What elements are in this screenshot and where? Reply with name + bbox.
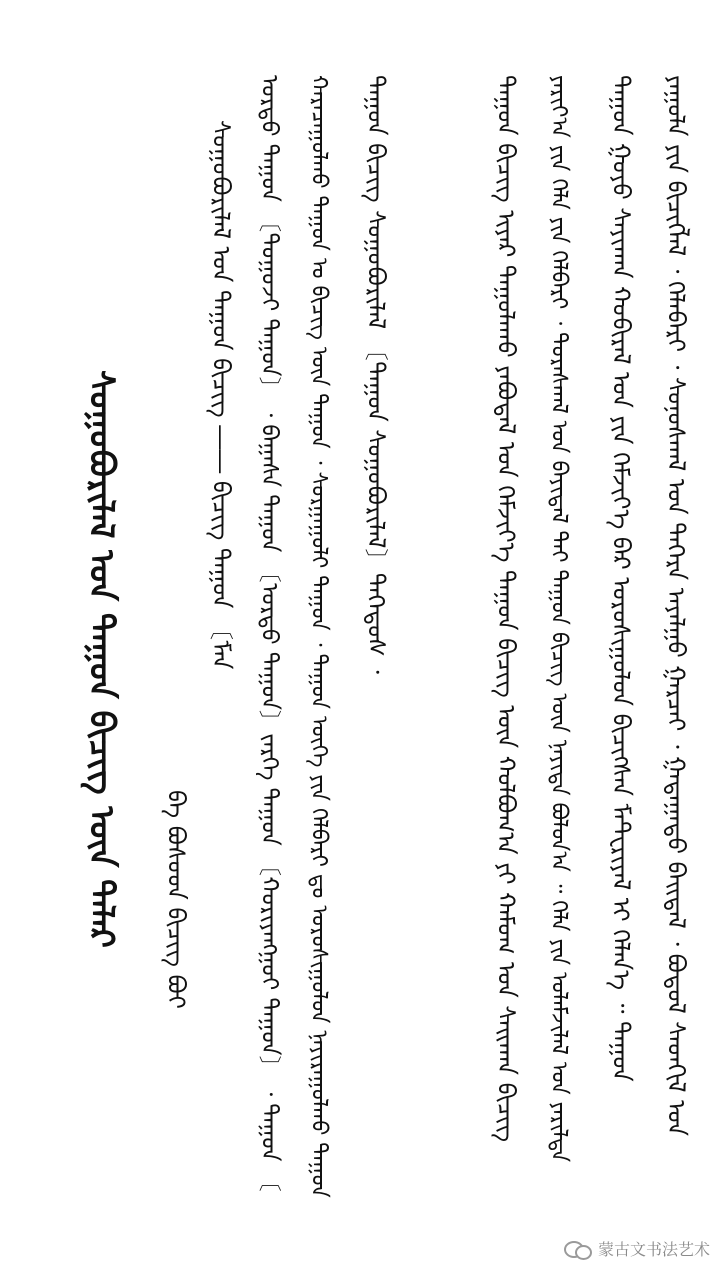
- body-line: ᠳᠠᠭᠤᠨ ᠪᠢᠴᠢᠭ ᠢᠶᠡᠷ ᠳᠠᠭᠤᠯᠠᠬᠤ ᠶᠠᠪᠤᠳᠠᠯ ᠤᠨ ᠬᠡᠮᠵᠢᠶ᠎ᠡ ᠳᠠᠭᠤᠨ ᠪᠢᠴᠢᠭ ᠦᠨ ᠬᠣᠯᠪᠣᠭ᠎ᠠ ᠶᠢ ᠬᠠᠮᠤᠭ ᠤᠨ ᠰᠠᠢᠬᠠᠨ ᠪᠢᠴᠢᠭ: [492, 75, 520, 1142]
- poem-line: ᠤᠷᠲᠤ ᠳᠠᠭᠤᠨ 〔ᠲᠤᠭᠤᠵᠢ ᠳᠠᠭᠤᠨ〕 ᠂ ᠪᠠᠭᠠᠰᠠ ᠳᠠᠭᠤᠨ 〔ᠤᠷᠲᠤ ᠳᠠᠭᠤᠨ〕ᠵᠡᠷᠭᠡ ᠳᠠᠭᠤᠨ 〔ᠬᠤᠷᠢᠶᠠᠩᠭᠤᠢ ᠳᠠᠭᠤᠨ〕 ᠂ ᠳᠠᠭᠤᠨ 〔: [256, 75, 282, 1193]
- body-line: ᠳᠠᠭᠤᠨ ᠭᠤᠶᠤ ᠰᠠᠶᠢᠬᠠᠨ ᠬᠤᠪᠢᠷᠠᠯ ᠤᠨ ᠶᠢᠨ ᠬᠡᠮᠵᠢᠶ᠎ᠡ ᠪᠡᠷ ᠤᠷᠤᠰᠢᠭᠤᠯᠤᠨ ᠪᠢᠴᠢᠭᠰᠡᠨ ᠮᠠᠲ᠋ᠧᠷᠢᠶᠠᠯ ᠢ ᠬᠡᠯᠡᠨ᠎ᠡ ᠃ ᠳᠠᠭᠤᠨ: [607, 75, 635, 1082]
- body-line: ᠶᠠᠷᠢᠶ᠎ᠠ ᠶᠢᠨ ᠬᠡᠯᠡ ᠶᠢᠨ ᠬᠡᠯᠪᠡᠷᠢ ᠂ ᠳᠤᠷᠠᠰᠬᠠᠯ ᠤᠨ ᠪᠠᠶᠢᠳᠠᠯ ᠲᠠᠢ ᠳᠠᠭᠤᠨ ᠪᠢᠴᠢᠭ ᠦᠨ ᠨᠡᠶᠢᠲᠡ ᠪᠣᠯᠤᠨ᠎ᠠ ᠃ ᠬᠡᠯᠡ ᠶᠢᠨ ᠤᠯᠠᠮᠵᠢᠯᠠᠯ ᠤᠨ ᠶᠠᠷᠢᠯᠲᠠ: [546, 75, 571, 1163]
- watermark: [564, 1237, 710, 1260]
- poem-line: ᠪᠠ ᠪᠤᠰᠤᠳ ᠪᠢᠴᠢᠭ ᠪᠤᠢ: [162, 790, 190, 1009]
- wechat-icon: [564, 1238, 592, 1260]
- poem-line: ᠬᠠᠷᠠᠴᠠᠭᠤᠯᠬᠤ ᠳᠠᠭᠤᠨ ᠤ ᠪᠢᠴᠢᠭ ᠦᠨ ᠳᠠᠭᠤᠨ ᠂ ᠰᠤᠷᠭᠠᠭᠤᠯᠢ ᠳᠠᠭᠤᠨ ᠂ ᠳᠠᠭᠤᠨ ᠦᠭᠡ ᠶᠢᠨ ᠬᠡᠯᠪᠡᠷᠢ ᠳᠤ ᠤᠷᠤᠰᠢᠭᠤᠯᠤᠨ ᠨᠠᠶᠢᠷᠠᠭᠤᠯᠬᠤ ᠳᠠᠭᠤᠨ: [306, 75, 331, 1198]
- page-title: ᠰᠤᠭᠤᠪᠤᠷᠢᠯᠠᠯ ᠤᠨ ᠳᠠᠭᠤᠨ ᠪᠢᠴᠢᠭ ᠦᠨ ᠲᠠᠯᠠᠷ: [81, 370, 121, 948]
- body-line: ᠶᠠᠭᠤᠯᠠ ᠶᠢᠨ ᠪᠢᠴᠢᠭᠯᠡᠯ ᠂ ᠬᠡᠯᠡᠪᠡᠷᠢ ᠂ ᠰᠤᠨᠤᠰᠬᠠᠯ ᠤᠨ ᠳᠡᠭᠡᠷᠡ ᠠᠶᠠᠯᠭᠤ ᠭᠠᠷᠴᠠᠢ ᠂ ᠭᠠᠳᠠᠭᠠᠳᠤ ᠪᠠᠢᠳᠠᠯ ᠂ ᠪᠤᠳᠤᠯ ᠰᠡᠳᠬᠢᠯ ᠤᠨ: [662, 75, 690, 1136]
- poem-line: ᠳᠠᠭᠤᠨ ᠪᠢᠴᠢᠭ ᠰᠤᠭᠤᠪᠤᠷᠢᠯᠠᠯ 〔ᠳᠠᠭᠤᠨ ᠰᠤᠭᠤᠪᠤᠷᠢᠯᠠᠯ〕ᠳᠡᠭᠡᠳᠦᠰ ᠂: [362, 75, 390, 674]
- watermark-text: 蒙古文书法艺术: [597, 1240, 710, 1259]
- poem-line: ᠰᠤᠭᠤᠪᠤᠷᠢᠯᠠᠯ ᠤᠨ ᠳᠠᠭᠤᠨ ᠪᠢᠴᠢᠭ ―― ᠪᠢᠴᠢᠭ ᠳᠠᠭᠤᠨ 〔ᠮᠡᠨ: [207, 120, 235, 670]
